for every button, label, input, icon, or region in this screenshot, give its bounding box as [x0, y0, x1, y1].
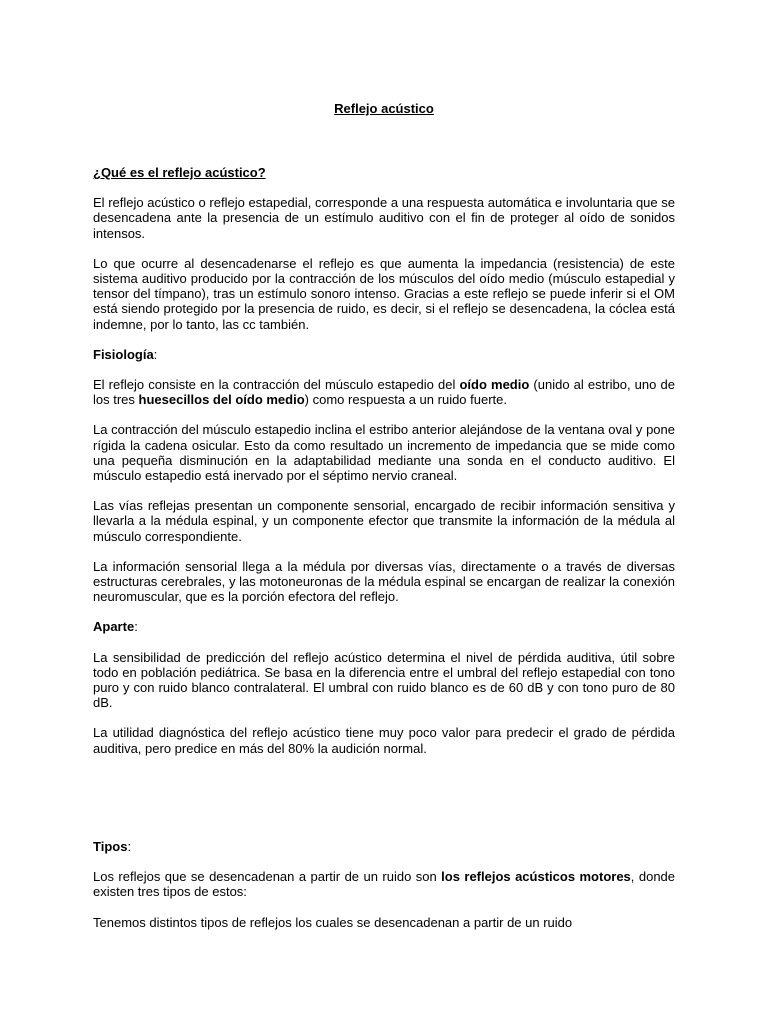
document-page: [93, 101, 675, 930]
paragraph-sensitivity: La sensibilidad de predicción del reflejo acústico determina el nivel de pérdida auditiva, útil sobre todo en población pediátrica. Se basa en la diferencia entre el umbral del reflejo estapedial con tono puro y con ruido blanco contralateral. El umbral con ruido blanco es de 60 dB y con tono puro de 80 dB.: [93, 649, 675, 711]
paragraph-reflex-consists: El reflejo consiste en la contracción del músculo estapedio del oído medio (unido al estribo, uno de los tres huesecillos del oído medio) como respuesta a un ruido fuerte.: [93, 377, 675, 408]
heading-que-es: ¿Qué es el reflejo acústico?: [93, 165, 266, 180]
paragraph-diagnostic-utility: La utilidad diagnóstica del reflejo acústico tiene muy poco valor para predecir el grado de pérdida auditiva, pero predice en más del 80% la audición normal.: [93, 725, 675, 756]
paragraph-sensory-information: La información sensorial llega a la médula por diversas vías, directamente o a través de diversas estructuras cerebrales, y las motoneuronas de la médula espinal se encargan de realizar la conexión neuromuscular, que es la porción efectora del reflejo.: [93, 558, 675, 605]
paragraph-reflex-pathways: Las vías reflejas presentan un componente sensorial, encargado de recibir información sensitiva y llevarla a la médula espinal, y un componente efector que transmite la información de la médula al músculo correspondiente.: [93, 498, 675, 544]
heading-fisiologia: Fisiología:: [93, 346, 158, 362]
heading-aparte: Aparte:: [93, 619, 138, 635]
document-title: Reflejo acústico: [334, 101, 434, 116]
paragraph-motor-reflexes: Los reflejos que se desencadenan a partir de un ruido son los reflejos acústicos motores, donde existen tres tipos de estos:: [93, 869, 676, 900]
paragraph-definition: El reflejo acústico o reflejo estapedial, corresponde a una respuesta automática e involuntaria que se desencadena ante la presencia de un estímulo auditivo con el fin de proteger al oído de sonidos intensos.: [93, 195, 675, 241]
heading-tipos: Tipos:: [93, 838, 132, 854]
paragraph-reflex-types: Tenemos distintos tipos de reflejos los cuales se desencadenan a partir de un ruido: [93, 914, 573, 930]
paragraph-contraction: La contracción del músculo estapedio inclina el estribo anterior alejándose de la ventana oval y pone rígida la cadena osicular. Esto da como resultado un incremento de impedancia que se mide como una pequeña disminución en la adaptabilidad mediante una sonda en el conducto auditivo. El músculo estapedio está inervado por el séptimo nervio craneal.: [93, 422, 675, 484]
paragraph-impedance: Lo que ocurre al desencadenarse el reflejo es que aumenta la impedancia (resistencia) de este sistema auditivo producido por la contracción de los músculos del oído medio (músculo estapedial y tensor del tímpano), tras un estímulo sonoro intenso. Gracias a este reflejo se puede inferir si el OM está siendo protegido por la presencia de ruido, es decir, si el reflejo se desencadena, la cóclea está indemne, por lo tanto, las cc también.: [93, 255, 675, 332]
